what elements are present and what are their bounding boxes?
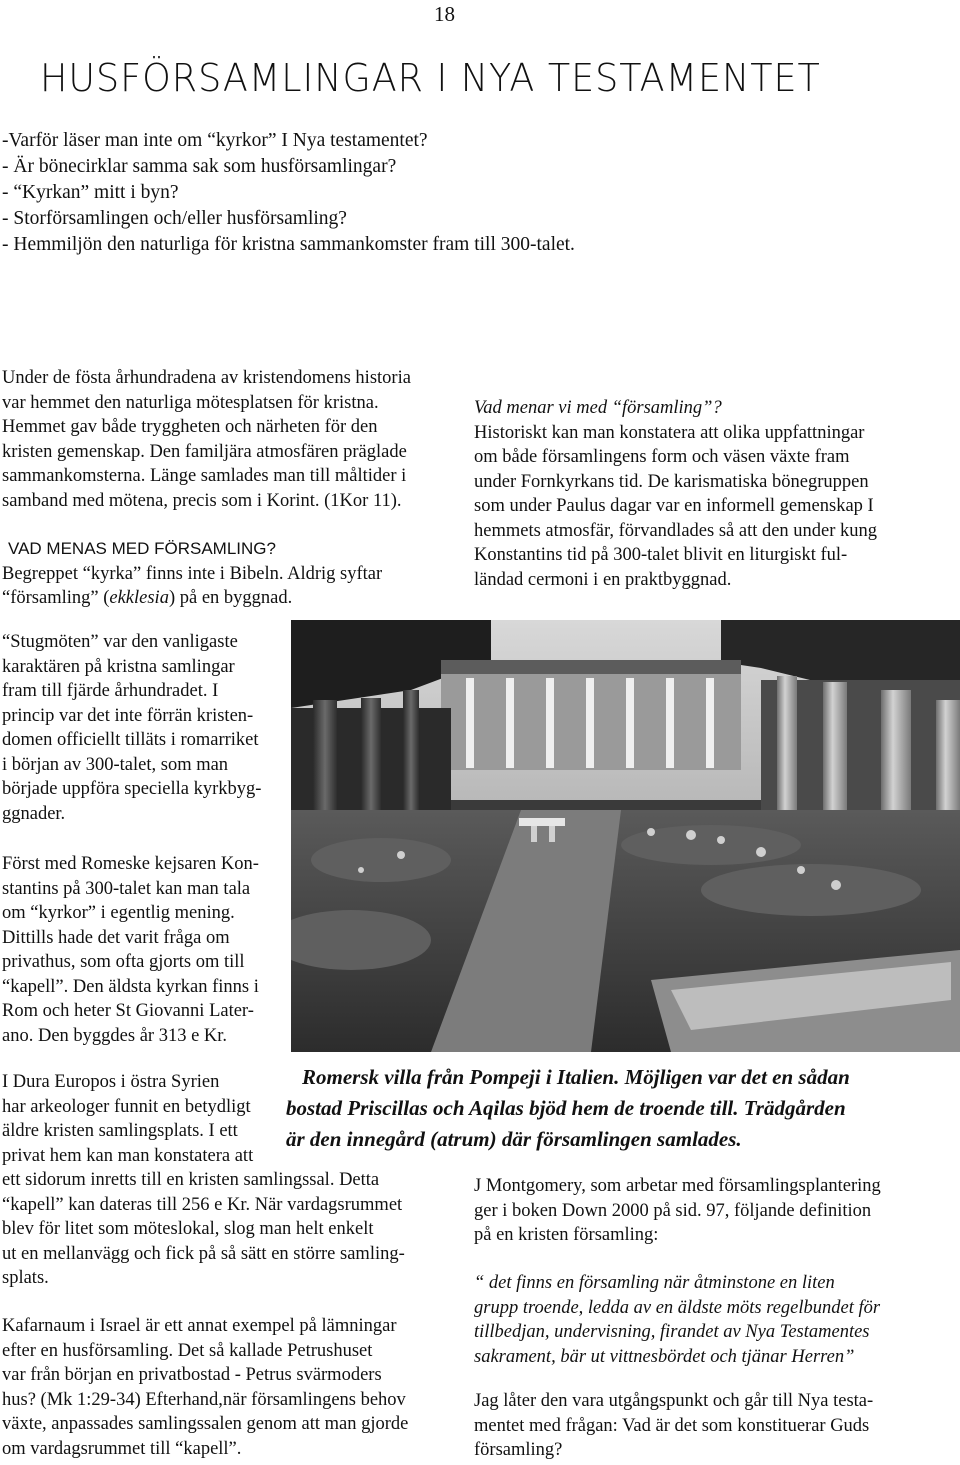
intro-line: “församling” (ekklesia) på en byggnad. xyxy=(2,588,293,608)
dura-europos-section xyxy=(2,1070,287,1168)
text-line: hemmets atmosfär, förvandlades så att den under kung xyxy=(474,520,878,541)
text-line: Kafarnaum i Israel är ett annat exempel på lämningar xyxy=(2,1316,397,1336)
text-line: hus? (Mk 1:29-34) Efterhand,när församlingens behov xyxy=(2,1389,406,1410)
question-item: - “Kyrkan” mitt i byn? xyxy=(2,182,179,203)
constantine-section xyxy=(2,852,287,1048)
text-line: ger i boken Down 2000 på sid. 97, följande definition xyxy=(474,1200,872,1221)
text-line: växte, anpassades samlingssalen genom att man gjorde xyxy=(2,1414,409,1434)
house-meetings-section xyxy=(2,630,287,826)
text-line: om både församlingens form och väsen växte fram xyxy=(474,447,850,467)
intro-line: var hemmet den naturliga mötesplatsen för kristna. xyxy=(2,392,379,413)
intro-line: kristen gemenskap. Den familjära atmosfären präglade xyxy=(2,441,407,462)
text-line: under Fornkyrkans tid. De karismatiska bönegruppen xyxy=(474,471,869,492)
intro-line: Hemmet gav både tryggheten och närheten för den xyxy=(2,417,378,437)
definition-quote xyxy=(474,1271,934,1369)
text-line: ggnader. xyxy=(2,803,66,824)
text-line: som under Paulus dagar var en informell gemenskap I xyxy=(474,496,874,516)
text-line: Först med Romeske kejsaren Kon- xyxy=(2,854,259,874)
closing-section xyxy=(474,1389,944,1463)
text-line: var från början en privatbostad - Petrus svärmoders xyxy=(2,1365,382,1385)
intro-section xyxy=(2,366,462,611)
capernaum-section xyxy=(2,1314,452,1461)
question-list xyxy=(2,128,575,258)
page-title: HUSFÖRSAMLINGAR I NYA TESTAMENTET xyxy=(40,56,821,100)
photo-caption xyxy=(286,1062,954,1155)
text-line: ländad cermoni i en praktbyggnad. xyxy=(474,569,732,590)
church-meaning-section xyxy=(474,396,944,592)
caption-line: är den innegård (atrum) där församlingen samlades. xyxy=(286,1127,742,1151)
text-line: har arkeologer funnit en betydligt xyxy=(2,1096,251,1117)
quote-line: sakrament, bär ut vittnesbördet och tjänar Herren” xyxy=(474,1346,855,1367)
text-line: om vardagsrummet till “kapell”. xyxy=(2,1438,242,1459)
quote-line: tillbedjan, undervisning, firandet av Nya Testamentes xyxy=(474,1322,870,1342)
text-line: “kapell” kan dateras till 256 e Kr. När vardagsrummet xyxy=(2,1194,403,1215)
caption-line: Romersk villa från Pompeji i Italien. Möjligen var det en sådan xyxy=(302,1065,850,1089)
question-item: -Varför läser man inte om “kyrkor” I Nya testamentet? xyxy=(2,130,428,151)
text-line: karaktären på kristna samlingar xyxy=(2,656,235,677)
text-line: “kapell”. Den äldsta kyrkan finns i xyxy=(2,976,259,997)
page-number: 18 xyxy=(434,2,455,26)
text-line: ut en mellanvägg och fick på så sätt en större samling- xyxy=(2,1243,405,1264)
quote-line: “ det finns en församling när åtminstone en liten xyxy=(474,1273,835,1293)
text-line: privathus, som ofta gjorts om till xyxy=(2,952,245,972)
montgomery-section xyxy=(474,1174,944,1248)
intro-line: sammankomsterna. Länge samlades man till måltider i xyxy=(2,466,407,486)
text-line: mentet med frågan: Vad är det som konstituerar Guds xyxy=(474,1415,870,1436)
quote-line: grupp troende, ledda av en äldste möts regelbundet för xyxy=(474,1297,881,1318)
text-line: Rom och heter St Giovanni Later- xyxy=(2,1001,254,1021)
text-line: Dittills hade det varit fråga om xyxy=(2,927,230,948)
text-line: privat hem kan man konstatera att xyxy=(2,1145,254,1166)
text-line: I Dura Europos i östra Syrien xyxy=(2,1072,220,1092)
question-item: - Hemmiljön den naturliga för kristna sammankomster fram till 300-talet. xyxy=(2,234,575,255)
text-line: efter en husförsamling. Det så kallade Petrushuset xyxy=(2,1340,373,1361)
text-line: fram till fjärde århundradet. I xyxy=(2,681,219,701)
text-line: Konstantins tid på 300-talet blivit en liturgiskt ful- xyxy=(474,545,848,565)
question-item: - Storförsamlingen och/eller husförsamling? xyxy=(2,208,347,229)
pompeii-villa-photo xyxy=(291,620,960,1052)
text-line: i början av 300-talet, som man xyxy=(2,754,229,775)
text-line: princip var det inte förrän kristen- xyxy=(2,705,254,726)
intro-line: Under de fösta århundradena av kristendomens historia xyxy=(2,368,411,388)
intro-line: Begreppet “kyrka” finns inte i Bibeln. Aldrig syftar xyxy=(2,563,383,584)
text-line: på en kristen församling: xyxy=(474,1225,659,1245)
section-heading: VAD MENAS MED FÖRSAMLING? xyxy=(8,539,276,558)
text-line: domen officiellt tilläts i romarriket xyxy=(2,730,259,750)
question-item: - Är bönecirklar samma sak som husförsamlingar? xyxy=(2,156,397,177)
text-line: Historiskt kan man konstatera att olika uppfattningar xyxy=(474,422,865,443)
text-line: äldre kristen samlingsplats. I ett xyxy=(2,1121,238,1141)
intro-line: samband med mötena, precis som i Korint. (1Kor 11). xyxy=(2,490,402,511)
text-line: blev för litet som möteslokal, slog man helt enkelt xyxy=(2,1219,374,1239)
text-line: J Montgomery, som arbetar med församlingsplantering xyxy=(474,1176,881,1196)
text-line: församling? xyxy=(474,1440,563,1460)
text-line: Jag låter den vara utgångspunkt och går till Nya testa- xyxy=(474,1391,874,1411)
text-line: “Stugmöten” var den vanligaste xyxy=(2,632,238,652)
dura-europos-continued xyxy=(2,1168,452,1291)
text-line: ett sidorum inretts till en kristen samlingssal. Detta xyxy=(2,1170,380,1190)
text-line: ano. Den byggdes år 313 e Kr. xyxy=(2,1025,228,1046)
text-line: splats. xyxy=(2,1268,49,1288)
caption-line: bostad Priscillas och Aqilas bjöd hem de troende till. Trädgården xyxy=(286,1096,846,1120)
text-line: började uppföra speciella kyrkbyg- xyxy=(2,779,262,799)
section-question: Vad menar vi med “församling”? xyxy=(474,398,722,418)
text-line: stantins på 300-talet kan man tala xyxy=(2,878,251,899)
text-line: om “kyrkor” i egentlig mening. xyxy=(2,903,235,923)
